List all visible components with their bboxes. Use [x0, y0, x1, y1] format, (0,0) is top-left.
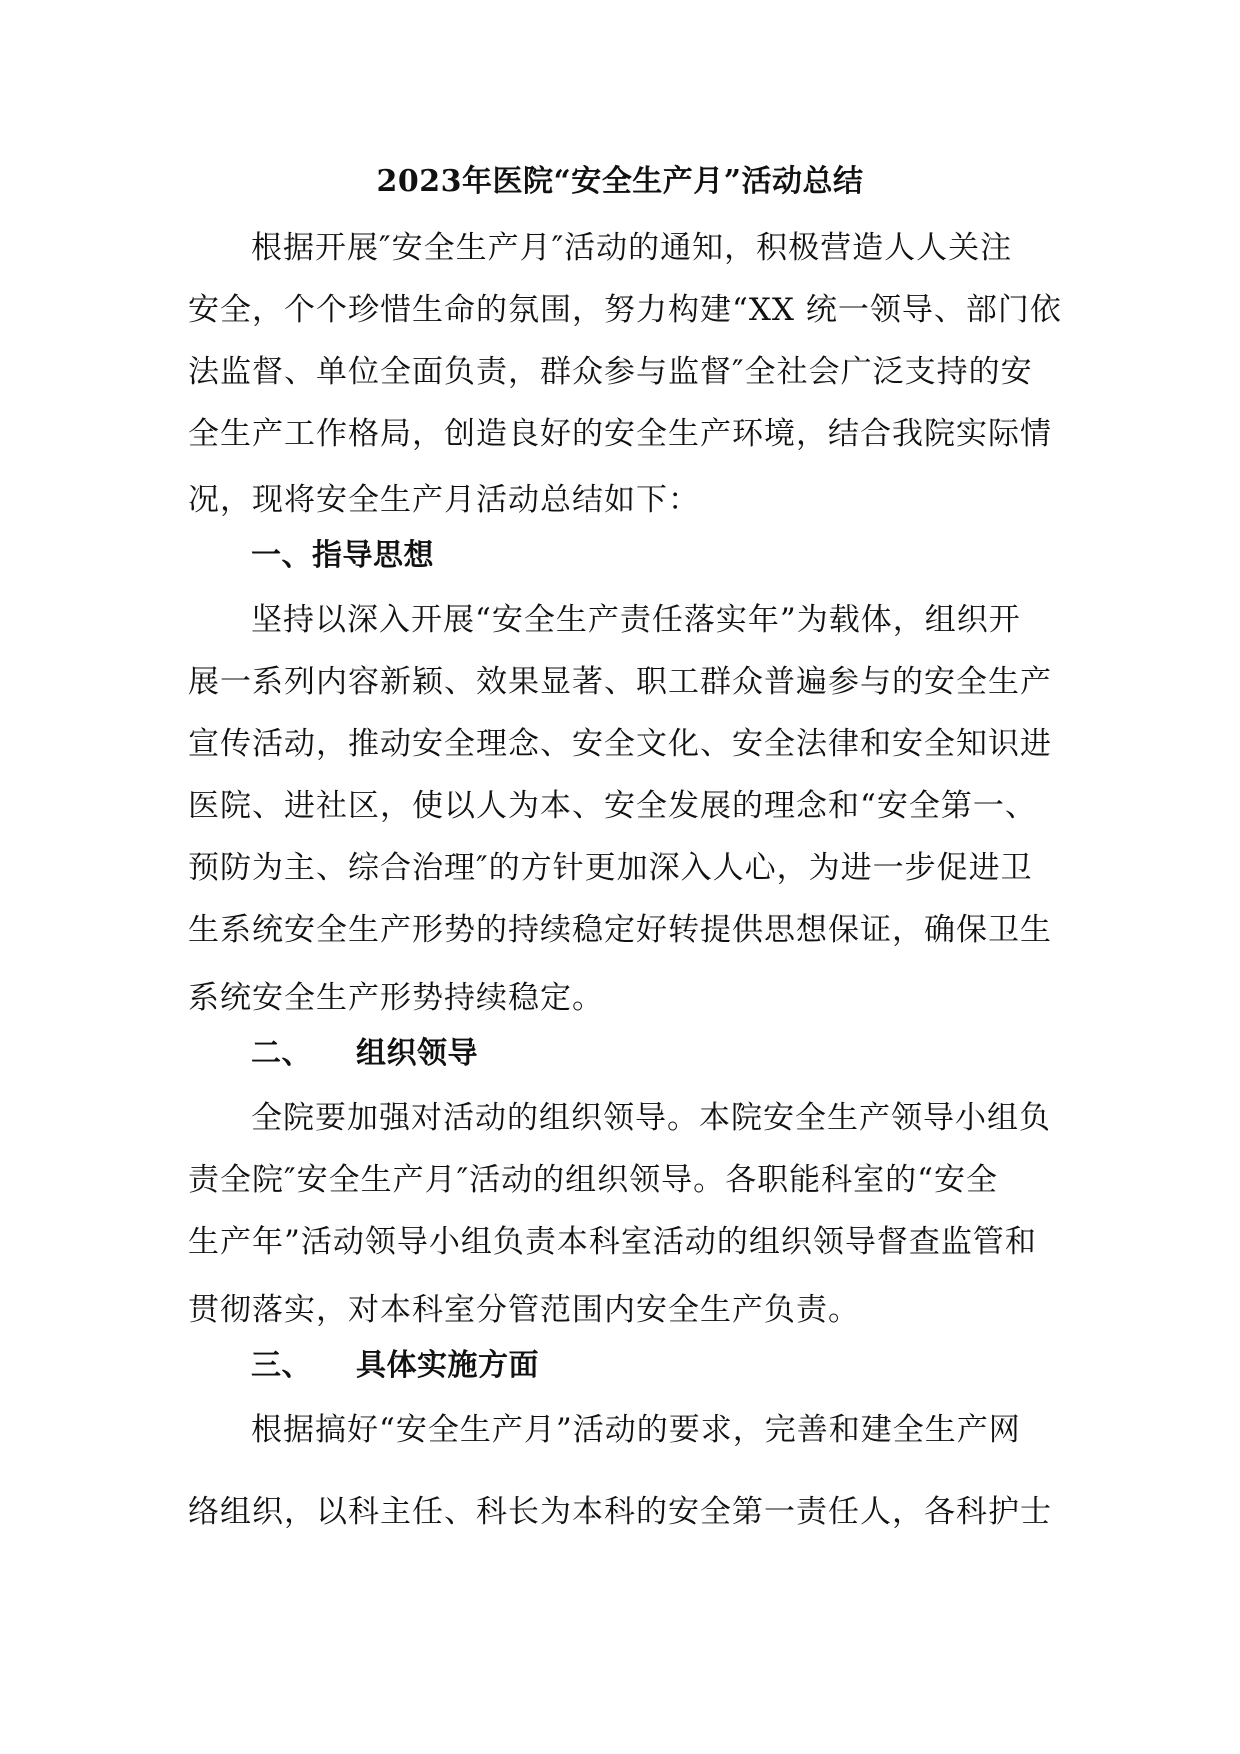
section1-line-2: 展一系列内容新颖、效果显著、职工群众普遍参与的安全生产	[188, 664, 1052, 700]
intro-line-5: 况，现将安全生产月活动总结如下：	[188, 482, 700, 518]
section2-line-4: 贯彻落实，对本科室分管范围内安全生产负责。	[188, 1292, 860, 1328]
section1-line-6: 生系统安全生产形势的持续稳定好转提供思想保证，确保卫生	[188, 912, 1052, 948]
section1-line-7: 系统安全生产形势持续稳定。	[188, 980, 604, 1016]
section2-line-2: 责全院″安全生产月″活动的组织领导。各职能科室的“安全	[188, 1162, 999, 1198]
section2-heading	[251, 1034, 478, 1074]
section2-line-3: 生产年”活动领导小组负责本科室活动的组织领导督查监管和	[188, 1224, 1037, 1260]
document-title: 2023年医院“安全生产月”活动总结	[376, 164, 864, 199]
intro-line-2: 安全，个个珍惜生命的氛围，努力构建“XX 统一领导、部门依	[188, 292, 1062, 328]
section1-line-4: 医院、进社区，使以人为本、安全发展的理念和“安全第一、	[188, 788, 1037, 824]
section1-line-3: 宣传活动，推动安全理念、安全文化、安全法律和安全知识进	[188, 726, 1052, 762]
intro-line-3: 法监督、单位全面负责，群众参与监督″全社会广泛支持的安	[188, 354, 1033, 390]
section2-heading-number: 二、	[251, 1036, 312, 1071]
section1-line-1: 坚持以深入开展“安全生产责任落实年”为载体，组织开	[251, 602, 1021, 638]
section1-line-5: 预防为主、综合治理″的方针更加深入人心，为进一步促进卫	[188, 850, 1033, 886]
section3-heading	[251, 1346, 539, 1386]
section2-line-1: 全院要加强对活动的组织领导。本院安全生产领导小组负	[251, 1100, 1051, 1136]
intro-line-4: 全生产工作格局，创造良好的安全生产环境，结合我院实际情	[188, 416, 1052, 452]
section3-heading-number: 三、	[251, 1348, 312, 1383]
section3-line-1: 根据搞好“安全生产月”活动的要求，完善和建全生产网	[251, 1412, 1021, 1448]
section3-heading-text: 具体实施方面	[356, 1348, 539, 1383]
section3-line-2: 络组织，以科主任、科长为本科的安全第一责任人，各科护士	[188, 1494, 1052, 1530]
section1-heading: 一、指导思想	[251, 538, 434, 573]
section2-heading-text: 组织领导	[356, 1036, 478, 1071]
intro-line-1: 根据开展″安全生产月″活动的通知，积极营造人人关注	[251, 230, 1013, 266]
